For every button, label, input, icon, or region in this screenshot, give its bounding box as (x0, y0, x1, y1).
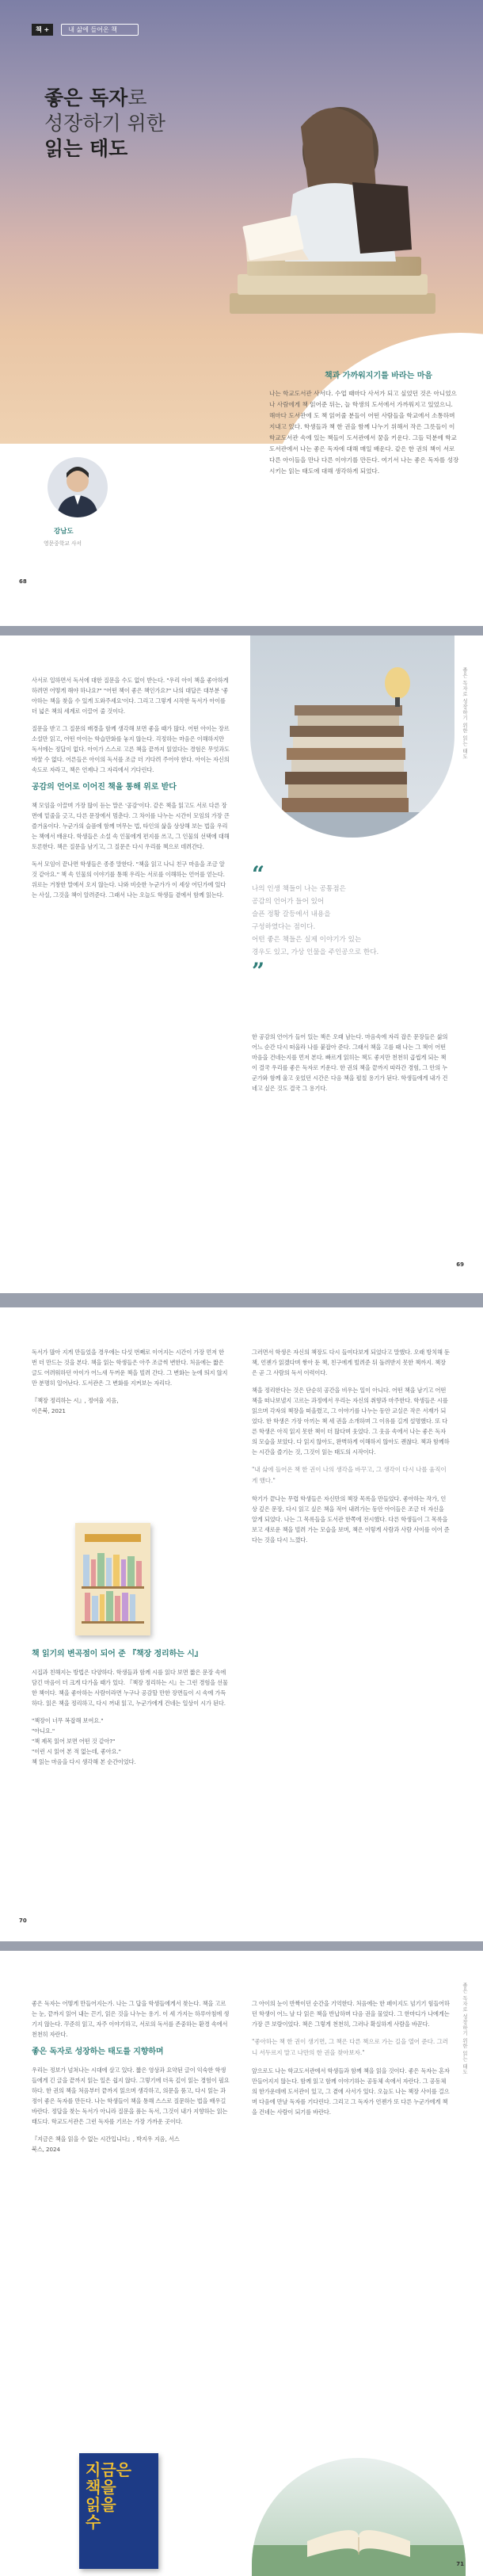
paragraph: 우리는 정보가 넘쳐나는 시대에 살고 있다. 짧은 영상과 요약된 글이 익숙한 학생들에게 긴 글을 끝까지 읽는 일은 쉽지 않다. 그렇기에 더욱 깊이 읽는 경험이 필요하다. 한 권의 책을 처음부터 끝까지 읽으며 생각하고, 의문을 품고, 다시 읽는 과정이 좋은 독자를 만든다. 나는 학생들이 책을 통해 스스로 질문하는 법을 배우길 바란다. 정답을 찾는 독서가 아니라 질문을 품는 독서, 그것이 내가 지향하는 읽는 태도다. 학교도서관은 그런 독자를 기르는 가장 가까운 곳이다. (32, 2067, 230, 2125)
quote-text (252, 883, 434, 959)
pull-quote (252, 861, 434, 984)
paragraph: 앞으로도 나는 학교도서관에서 학생들과 함께 책을 읽을 것이다. 좋은 독자는 혼자 만들어지지 않는다. 함께 읽고 함께 이야기하는 공동체 속에서 자란다. 그 공동체의 한가운데에 도서관이 있고, 그 곁에 사서가 있다. 오늘도 나는 책장 사이를 걸으며 다음에 만날 독자를 기다린다. 그리고 그 독자가 언젠가 또 다른 누군가에게 책을 건네는 사람이 되기를 바란다. (252, 2067, 450, 2116)
running-head: 좋은 독자로 성장하기 위한 읽는 태도 (462, 667, 468, 760)
column-left (32, 675, 230, 907)
author-role: 영문중학교 사서 (44, 540, 82, 547)
book-title-line: 수 (86, 2513, 101, 2532)
paragraph: 그러면서 학생은 자신의 책장도 다시 들여다보게 되었다고 말했다. 오래 방치해 둔 책, 언젠가 읽겠다며 쌓아 둔 책, 친구에게 빌려준 뒤 돌려받지 못한 책까지. 책장은 곧 그 사람의 독서 이력이다. (252, 1349, 450, 1376)
paragraph: 독서가 많아 지게 만들었을 경우에는 다섯 번째로 이어지는 시간이 가장 먼저 한 번 더 만드는 것을 본다. 책을 읽는 학생들은 아주 조금씩 변한다. 처음에는 짧은 글도 어려워하던 아이가 어느새 두꺼운 책을 빌려 간다. 그 변화는 눈에 띄지 않지만 분명히 일어난다. 도서관은 그 변화를 지켜보는 자리다. (32, 1349, 228, 1387)
quote-line: 나의 인생 책들이 나는 공통점은 (252, 885, 346, 893)
column-right (252, 1998, 450, 2124)
close-quote-icon: ” (252, 958, 265, 984)
page-1 (0, 0, 483, 626)
book-caption: 『지금은 책을 읽을 수 없는 시간입니다』, 박지우 지음, 서스 북스, 2024 (32, 2135, 180, 2153)
paragraph: 책 모임을 이끌며 가장 많이 듣는 말은 '공감'이다. 같은 책을 읽고도 서로 다른 장면에 밑줄을 긋고, 다른 문장에서 멈춘다. 그 차이를 나누는 시간이 모임의 가장 큰 즐거움이다. 누군가의 슬픔에 함께 머무는 법, 타인의 삶을 상상해 보는 법을 우리는 책에서 배운다. 학생들은 소설 속 인물에게 편지를 쓰고, 그 인물의 선택에 대해 토론한다. 책은 질문을 남기고, 그 질문은 다시 우리를 책으로 데려간다. (32, 802, 230, 850)
section-heading: 좋은 독자로 성장하는 태도를 지향하며 (32, 2047, 164, 2056)
hero-reading-girl-illustration (198, 32, 459, 364)
page-number: 69 (456, 1261, 464, 1268)
paragraph: 학기가 끝나는 무렵 학생들은 자신만의 책장 목록을 만들었다. 좋아하는 작가, 인상 깊은 문장, 다시 읽고 싶은 책을 적어 내려가는 동안 아이들은 조금 더 자신을 알게 되었다. 나는 그 목록들을 도서관 한쪽에 전시했다. 다른 학생들이 그 목록을 보고 새로운 책을 빌려 가는 모습을 보며, 책은 이렇게 사람과 사람 사이를 이어 준다는 것을 다시 느꼈다. (252, 1495, 450, 1544)
dialogue-line: "책장이 너무 복잡해 보여요." (32, 1717, 104, 1724)
running-head: 좋은 독자로 성장하기 위한 읽는 태도 (462, 1983, 468, 2075)
book-cover-illustration (75, 1523, 150, 1635)
dialogue-line: "책 제목 읽어 보면 어떤 것 같아?" (32, 1738, 116, 1745)
title-line3: 읽는 태도 (44, 137, 128, 160)
author-name: 강남도 (54, 528, 74, 536)
quote-line: 공감의 언어가 들어 있어 (252, 898, 325, 906)
title-line1-light: 로 (127, 86, 147, 109)
column-right (252, 1347, 450, 1552)
paragraph: 한 공감의 언어가 들어 있는 책은 오래 남는다. 마음속에 자리 잡은 문장들은 삶의 어느 순간 다시 떠올라 나를 붙잡아 준다. 그래서 책을 고를 때 나는 그 책이 어떤 마음을 건네는지를 먼저 본다. 빠르게 읽히는 책도 좋지만 천천히 곱씹게 되는 책이 결국 우리를 좋은 독자로 키운다. 한 권의 책을 끝까지 따라간 경험, 그 안의 누군가와 함께 울고 웃었던 시간은 다음 책을 펼칠 용기가 된다. 학생들에게 내가 건네고 싶은 것도 결국 그 용기다. (252, 1033, 448, 1092)
quote-line: 슬픈 정황 갈등에서 내용을 (252, 910, 331, 918)
books-lamp-photo (250, 635, 454, 838)
book-stack-illustration (250, 635, 454, 838)
inline-quote: "좋아하는 책 한 권이 생기면, 그 책은 다른 책으로 가는 길을 열어 준다. 그러니 서두르지 말고 나만의 한 권을 찾아보자." (252, 2038, 448, 2056)
column-right (252, 1032, 450, 1101)
section-topic: 내 삶에 들어온 책 (61, 24, 139, 36)
page-2 (0, 635, 483, 1293)
column-left (32, 1998, 230, 2154)
intro-paragraph: 나는 학교도서관 사서다. 수업 때마다 사서가 되고 싶었던 것은 아니었으나 사람에게 책 읽어준 뒤는, 늘 학생의 도서에서 가까워지고 있었으니. 해마다 도서관에 도 책 읽어줄 분들이 어떤 사람들을 학교에서 소통하며 지내고 있다. 학생들과 책 한 권을 함께 나누기 위해서 작은 그릇들이 이 학교도서관 속에 있는 책들이 도서관에서 꿈을 키운다. 그들 덕분에 학교도서관에서 나는 좋은 독자에 대해 매일 배운다. 같은 한 권의 책이 서로 다른 아이들을 만나 다른 이야기를 만든다. 여기서 나는 좋은 독자를 성장시키는 읽는 태도에 대해 생각하게 되었다. (269, 390, 459, 475)
paragraph: 독서 모임이 끝나면 학생들은 종종 말한다. "책을 읽고 나니 친구 마음을 조금 알 것 같아요." 책 속 인물의 이야기를 통해 우리는 서로를 이해하는 언어를 얻는다. 위로는 거창한 말에서 오지 않는다. 나와 비슷한 누군가가 이 세상 어딘가에 있다는 사실, 그것을 책이 알려준다. 그래서 나는 오늘도 학생들 곁에서 함께 읽는다. (32, 861, 226, 899)
author-avatar (48, 457, 108, 517)
page-3 (0, 1307, 483, 1941)
page-number: 68 (19, 578, 27, 585)
dialogue-line: "이런 시 읽어 본 적 없는데, 좋아요." (32, 1748, 121, 1755)
page-number: 71 (456, 2561, 464, 2567)
quote-line: 구성하였다는 점이다. (252, 923, 316, 931)
book-title-line: 읽을 (86, 2495, 116, 2514)
quote-line: 어떤 좋은 책들은 실제 이야기가 있는 (252, 936, 362, 944)
book-title-line: 지금은 (86, 2460, 131, 2479)
inline-quote: "내 삶에 들어온 책 한 권이 나의 생각을 바꾸고, 그 생각이 다시 나를 움직이게 했다." (252, 1466, 447, 1484)
book-cover-image (75, 1523, 150, 1635)
book-cover-image (79, 2453, 158, 2569)
page-number: 70 (19, 1918, 27, 1924)
book-cover-title (86, 2461, 131, 2531)
paragraph: 좋은 독자는 어떻게 만들어지는가. 나는 그 답을 학생들에게서 찾는다. 책을 고르는 눈, 끝까지 읽어 내는 끈기, 읽은 것을 나누는 용기. 이 세 가지는 하루아침에 생기지 않는다. 꾸준히 읽고, 자주 이야기하고, 서로의 독서를 존중하는 환경 속에서 천천히 자란다. (32, 2000, 230, 2038)
book-title-line: 책을 (86, 2478, 116, 2497)
open-quote-icon: “ (252, 861, 265, 887)
section-tag: 책 + (32, 24, 53, 36)
dialogue-line: "아니요." (32, 1727, 55, 1735)
title-line1-bold: 좋은 독자 (44, 86, 128, 109)
article-title (44, 86, 165, 162)
paragraph: 사서로 일하면서 독서에 대한 질문을 수도 없이 받는다. "우리 아이 책을 좋아하게 하려면 어떻게 해야 하나요?" "어떤 책이 좋은 책인가요?" 나의 대답은 대부분 '좋아하는 책을 찾을 수 있게 도와주세요'이다. 그리고 그렇게 시작한 독서가 아이를 더 넓은 책의 세계로 이끌어 줄 것이다. (32, 677, 229, 715)
page-4 (0, 1951, 483, 2576)
open-book-illustration (252, 2458, 466, 2576)
open-book-photo (252, 2458, 466, 2576)
column-left-lower (32, 1644, 230, 1767)
section-heading: 책 읽기의 변곡점이 되어 준 『책장 정리하는 시』 (32, 1650, 203, 1658)
paragraph: 질문을 받고 그 질문의 배경을 함께 생각해 보면 좋을 때가 많다. 어떤 아이는 장르 소설만 읽고, 어떤 아이는 학습만화를 놓지 않는다. 걱정하는 마음은 이해하지만 독서에는 정답이 없다. 아이가 스스로 고른 책을 끝까지 읽었다는 경험은 무엇과도 바꿀 수 없다. 어른들은 아이의 독서를 조금 더 기다려 주어야 한다. 아이는 자신의 속도로 자라고, 책은 언제나 그 자리에서 기다린다. (32, 725, 230, 773)
paragraph: 그 아이의 눈이 반짝이던 순간을 기억한다. 처음에는 한 페이지도 넘기기 힘들어하던 학생이 어느 날 다 읽은 책을 반납하며 다음 권을 물었다. 그 한마디가 나에게는 가장 큰 보람이었다. 책은 그렇게 천천히, 그러나 확실하게 사람을 바꾼다. (252, 2000, 450, 2028)
column-left (32, 1347, 230, 1416)
paragraph: 시집과 친해지는 방법은 다양하다. 학생들과 함께 시를 읽다 보면 짧은 문장 속에 담긴 마음이 더 크게 다가올 때가 있다. 『책장 정리하는 시』는 그런 경험을 선물한 책이다. 책을 좋아하는 사람이라면 누구나 공감할 만한 장면들이 시 속에 가득하다. 읽은 책을 정리하고, 다시 꺼내 읽고, 누군가에게 건네는 일상이 시가 된다. (32, 1669, 228, 1707)
book-caption: 『책장 정리하는 시』, 정여울 지음, 이은북, 2021 (32, 1397, 119, 1414)
dialogue-block (32, 1715, 230, 1767)
paragraph: 책을 정리한다는 것은 단순히 공간을 비우는 일이 아니다. 어떤 책을 남기고 어떤 책을 떠나보낼지 고르는 과정에서 우리는 자신의 취향과 마주한다. 학생들은 시를 읽으며 각자의 책장을 떠올렸고, 그 이야기를 나누는 동안 교실은 작은 서재가 되었다. 한 학생은 가장 아끼는 책 세 권을 소개하며 그 이유를 길게 설명했다. 또 다른 학생은 아직 읽지 못한 책이 더 많다며 웃었다. 그 웃음 속에서 나는 좋은 독자의 모습을 보았다. 다 읽지 않아도, 완벽하게 이해하지 않아도 괜찮다. 책과 함께하는 시간을 즐기는 것, 그것이 읽는 태도의 시작이다. (252, 1387, 450, 1456)
title-line2: 성장하기 위한 (44, 112, 165, 135)
dialogue-line: 책 읽는 마음을 다시 생각해 본 순간이었다. (32, 1758, 136, 1765)
author-portrait-icon (48, 457, 108, 517)
intro-section-heading: 책과 가까워지기를 바라는 마음 (325, 372, 433, 380)
section-header (32, 24, 139, 36)
quote-line: 경우도 있고, 가상 인물을 주인공으로 한다. (252, 948, 379, 956)
section-heading: 공감의 언어로 이어진 책을 통해 위로 받다 (32, 783, 177, 792)
